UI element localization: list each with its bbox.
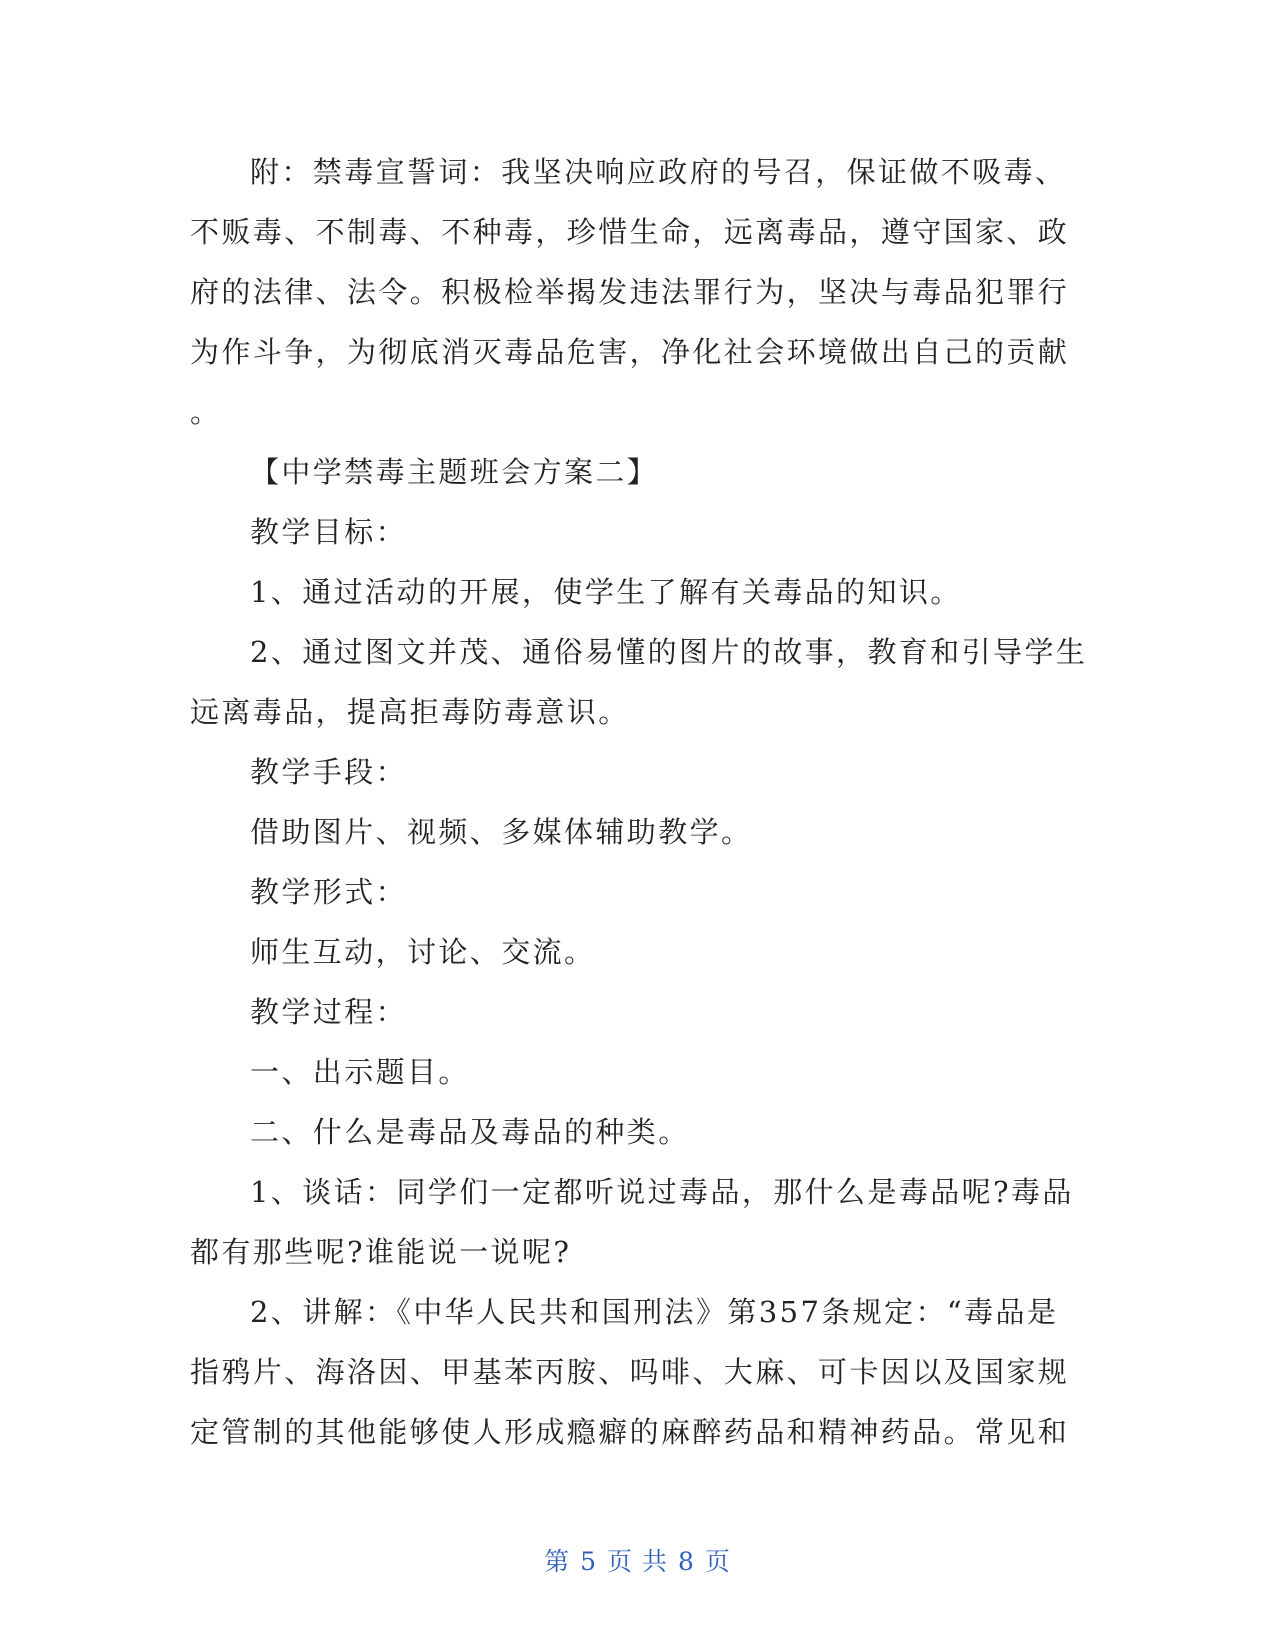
footer-suffix: 页 bbox=[704, 1547, 731, 1576]
process-step-1: 一、出示题目。 bbox=[250, 1055, 470, 1089]
talk-line-2: 都有那些呢?谁能说一说呢? bbox=[190, 1235, 572, 1269]
paragraph-oath-line-5: 。 bbox=[190, 395, 222, 429]
goal-item-2-line-2: 远离毒品，提高拒毒防毒意识。 bbox=[190, 695, 630, 729]
footer-middle: 页 共 bbox=[607, 1547, 668, 1576]
footer-prefix: 第 bbox=[544, 1547, 571, 1576]
paragraph-oath-line-4: 为作斗争，为彻底消灭毒品危害，净化社会环境做出自己的贡献 bbox=[190, 335, 1070, 369]
teaching-form-text: 师生互动，讨论、交流。 bbox=[250, 935, 596, 969]
teaching-means-text: 借助图片、视频、多媒体辅助教学。 bbox=[250, 815, 753, 849]
paragraph-oath-line-2: 不贩毒、不制毒、不种毒，珍惜生命，远离毒品，遵守国家、政 bbox=[190, 215, 1070, 249]
explain-line-2: 指鸦片、海洛因、甲基苯丙胺、吗啡、大麻、可卡因以及国家规 bbox=[190, 1355, 1070, 1389]
heading-teaching-process: 教学过程： bbox=[250, 995, 408, 1029]
goal-item-2-line-1: 2、通过图文并茂、通俗易懂的图片的故事，教育和引导学生 bbox=[250, 635, 1088, 669]
page-footer bbox=[0, 1542, 1275, 1578]
explain-line-3: 定管制的其他能够使人形成瘾癖的麻醉药品和精神药品。常见和 bbox=[190, 1415, 1070, 1449]
document-body bbox=[190, 142, 1088, 1462]
talk-line-1: 1、谈话：同学们一定都听说过毒品，那什么是毒品呢?毒品 bbox=[250, 1175, 1074, 1209]
footer-current-page: 5 bbox=[580, 1547, 598, 1576]
explain-line-1: 2、讲解：《中华人民共和国刑法》第357条规定：“毒品是 bbox=[250, 1295, 1059, 1329]
heading-teaching-form: 教学形式： bbox=[250, 875, 408, 909]
paragraph-oath-line-3: 府的法律、法令。积极检举揭发违法罪行为，坚决与毒品犯罪行 bbox=[190, 275, 1070, 309]
heading-teaching-goals: 教学目标： bbox=[250, 515, 408, 549]
goal-item-1: 1、通过活动的开展，使学生了解有关毒品的知识。 bbox=[250, 575, 962, 609]
footer-total-pages: 8 bbox=[677, 1547, 695, 1576]
heading-teaching-means: 教学手段： bbox=[250, 755, 408, 789]
process-step-2: 二、什么是毒品及毒品的种类。 bbox=[250, 1115, 690, 1149]
paragraph-oath-line-1: 附：禁毒宣誓词：我坚决响应政府的号召，保证做不吸毒、 bbox=[250, 155, 1067, 189]
section-heading: 【中学禁毒主题班会方案二】 bbox=[250, 455, 659, 489]
